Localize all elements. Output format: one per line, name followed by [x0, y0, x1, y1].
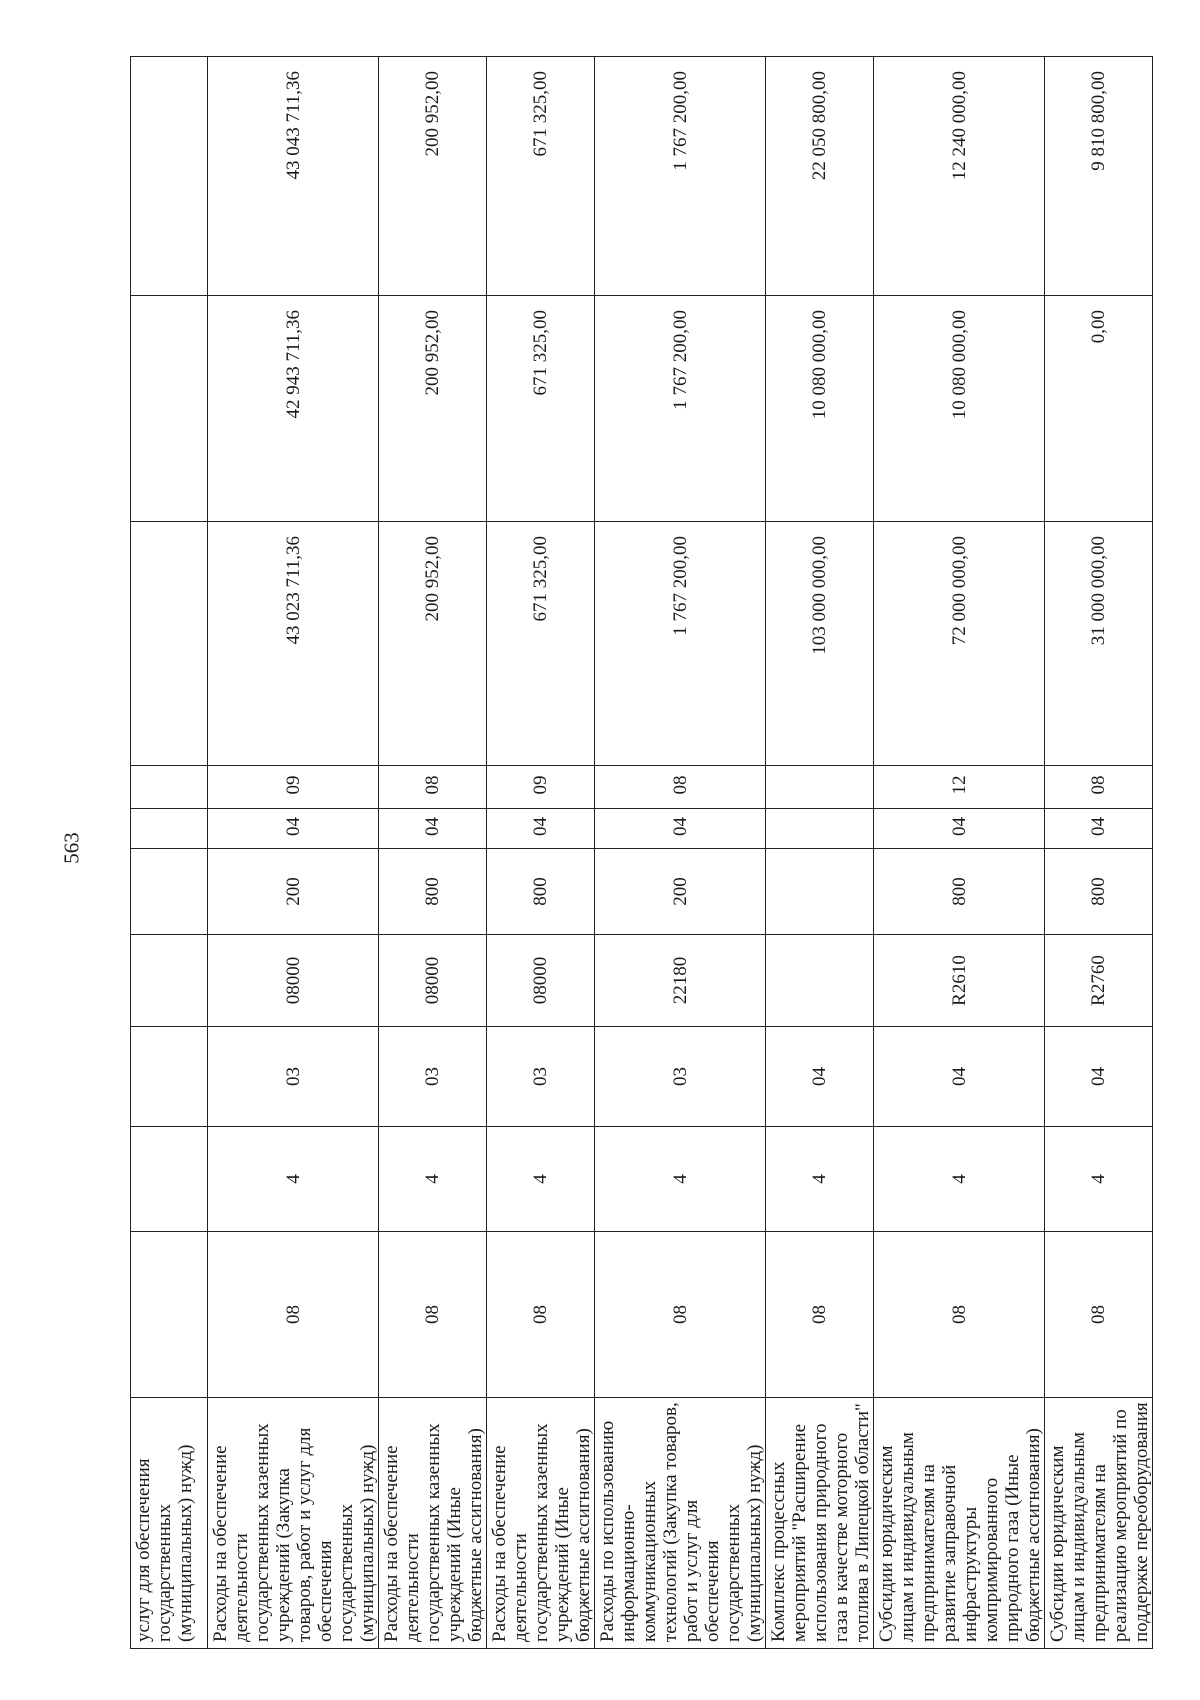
sum-year-3: 9 810 800,00	[1045, 57, 1153, 296]
sum-year-2: 200 952,00	[379, 296, 487, 522]
code-gp: 08	[1045, 1232, 1153, 1398]
sum-year-3: 200 952,00	[379, 57, 487, 296]
row-name: услуг для обеспечения государственных (муниципальных) нужд)	[131, 1398, 208, 1649]
code-sub: 04	[1045, 1027, 1153, 1127]
code-direction: 08000	[379, 935, 487, 1027]
sum-year-2: 42 943 711,36	[208, 296, 379, 522]
table-row	[1045, 57, 1153, 1649]
code-gp: 08	[874, 1232, 1045, 1398]
sum-year-1: 200 952,00	[379, 522, 487, 766]
code-sub: 03	[487, 1027, 595, 1127]
code-section	[766, 809, 874, 849]
sum-year-2: 1 767 200,00	[595, 296, 766, 522]
code-direction	[131, 935, 208, 1027]
sum-year-1: 43 023 711,36	[208, 522, 379, 766]
code-subsection	[766, 766, 874, 809]
code-type: 4	[379, 1127, 487, 1232]
row-name: Комплекс процессных мероприятий "Расширение использования природного газа в качестве моторного топлива в Липецкой области"	[766, 1398, 874, 1649]
code-subsection: 12	[874, 766, 1045, 809]
code-direction: 08000	[487, 935, 595, 1027]
sum-year-2: 10 080 000,00	[874, 296, 1045, 522]
code-section: 04	[1045, 809, 1153, 849]
code-subsection: 09	[487, 766, 595, 809]
table-row	[874, 57, 1045, 1649]
table-row	[487, 57, 595, 1649]
code-section: 04	[487, 809, 595, 849]
row-name: Субсидии юридическим лицам и индивидуальным предпринимателям на реализацию мероприятий по поддержке переоборудования	[1045, 1398, 1153, 1649]
code-type: 4	[208, 1127, 379, 1232]
table-row	[131, 57, 208, 1649]
sum-year-1: 671 325,00	[487, 522, 595, 766]
table-row	[208, 57, 379, 1649]
sum-year-1: 103 000 000,00	[766, 522, 874, 766]
code-gp: 08	[379, 1232, 487, 1398]
code-sub: 03	[379, 1027, 487, 1127]
code-expense-type: 800	[379, 849, 487, 935]
code-subsection: 08	[379, 766, 487, 809]
code-direction	[766, 935, 874, 1027]
code-type	[131, 1127, 208, 1232]
sum-year-1	[131, 522, 208, 766]
code-sub: 04	[874, 1027, 1045, 1127]
code-section: 04	[208, 809, 379, 849]
sum-year-3	[131, 57, 208, 296]
budget-table	[130, 56, 1153, 1649]
code-expense-type: 800	[874, 849, 1045, 935]
sum-year-1: 1 767 200,00	[595, 522, 766, 766]
code-gp: 08	[208, 1232, 379, 1398]
code-section: 04	[379, 809, 487, 849]
code-expense-type: 800	[487, 849, 595, 935]
sum-year-2: 10 080 000,00	[766, 296, 874, 522]
sum-year-1: 31 000 000,00	[1045, 522, 1153, 766]
code-sub: 03	[208, 1027, 379, 1127]
table-row	[379, 57, 487, 1649]
code-expense-type: 200	[595, 849, 766, 935]
code-gp	[131, 1232, 208, 1398]
code-type: 4	[595, 1127, 766, 1232]
sum-year-2	[131, 296, 208, 522]
code-type: 4	[487, 1127, 595, 1232]
code-expense-type: 200	[208, 849, 379, 935]
row-name: Субсидии юридическим лицам и индивидуальным предпринимателям на развитие заправочной инфраструктуры компримированного природного газа (Иные бюджетные ассигнования)	[874, 1398, 1045, 1649]
code-section: 04	[874, 809, 1045, 849]
sum-year-3: 43 043 711,36	[208, 57, 379, 296]
code-direction: 22180	[595, 935, 766, 1027]
code-section: 04	[595, 809, 766, 849]
code-sub: 04	[766, 1027, 874, 1127]
code-gp: 08	[595, 1232, 766, 1398]
code-gp: 08	[766, 1232, 874, 1398]
sum-year-2: 671 325,00	[487, 296, 595, 522]
code-gp: 08	[487, 1232, 595, 1398]
page-number: 563	[59, 832, 84, 864]
code-subsection	[131, 766, 208, 809]
code-expense-type	[766, 849, 874, 935]
row-name: Расходы на обеспечение деятельности государственных казенных учреждений (Иные бюджетные ассигнования)	[379, 1398, 487, 1649]
sum-year-2: 0,00	[1045, 296, 1153, 522]
row-name: Расходы на обеспечение деятельности государственных казенных учреждений (Закупка товаров, работ и услуг для обеспечения государственных (муниципальных) нужд)	[208, 1398, 379, 1649]
sum-year-3: 22 050 800,00	[766, 57, 874, 296]
code-type: 4	[1045, 1127, 1153, 1232]
code-type: 4	[874, 1127, 1045, 1232]
code-sub: 03	[595, 1027, 766, 1127]
code-expense-type: 800	[1045, 849, 1153, 935]
sum-year-3: 1 767 200,00	[595, 57, 766, 296]
sum-year-3: 12 240 000,00	[874, 57, 1045, 296]
sum-year-1: 72 000 000,00	[874, 522, 1045, 766]
row-name: Расходы по использованию информационно-коммуникационных технологий (Закупка товаров, работ и услуг для обеспечения государственных (муниципальных) нужд)	[595, 1398, 766, 1649]
table-row	[766, 57, 874, 1649]
code-direction: R2760	[1045, 935, 1153, 1027]
code-section	[131, 809, 208, 849]
code-direction: R2610	[874, 935, 1045, 1027]
code-type: 4	[766, 1127, 874, 1232]
row-name: Расходы на обеспечение деятельности государственных казенных учреждений (Иные бюджетные ассигнования)	[487, 1398, 595, 1649]
code-direction: 08000	[208, 935, 379, 1027]
code-subsection: 08	[1045, 766, 1153, 809]
code-subsection: 08	[595, 766, 766, 809]
sum-year-3: 671 325,00	[487, 57, 595, 296]
code-sub	[131, 1027, 208, 1127]
table-row	[595, 57, 766, 1649]
code-subsection: 09	[208, 766, 379, 809]
code-expense-type	[131, 849, 208, 935]
